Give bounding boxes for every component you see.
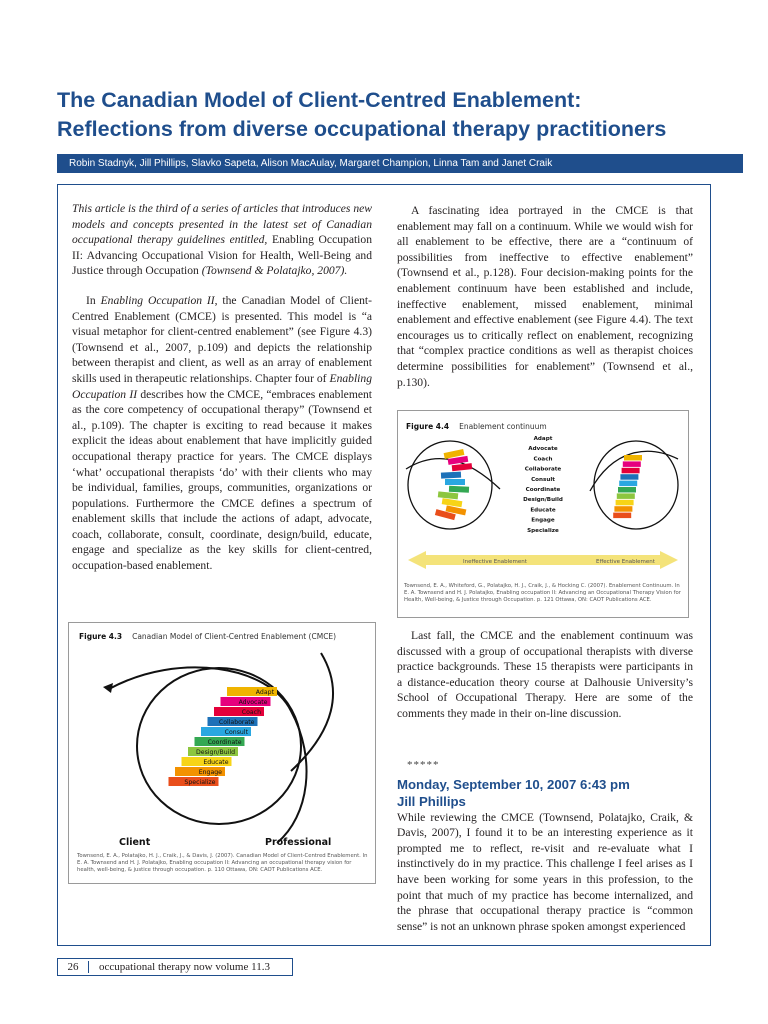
- skill-bar: [441, 472, 461, 479]
- figure-title: Enablement continuum: [459, 422, 547, 431]
- skill-bar: [449, 486, 469, 493]
- entry-text: While reviewing the CMCE (Townsend, Polatajko, Craik, & Davis, 2007), I found it to be an interesting experience as it prompted me to reflect, re-visit and re-evaluate what I instinctively do in my practice. This challenge I feel arises as I have been working for some years in this profession, to the point that much of my practice has become internalized, and the phrase that occupational therapy practice is “common sense” is not an unknown phrase spoken amongst experienced: [397, 810, 693, 933]
- skill-bar: [617, 493, 635, 499]
- authors-bar: Robin Stadnyk, Jill Phillips, Slavko Sapeta, Alison MacAulay, Margaret Champion, Linna Tam and Janet Craik: [57, 154, 743, 173]
- skill-label: Coach: [533, 456, 553, 463]
- figure-title: Canadian Model of Client-Centred Enablement (CMCE): [132, 632, 337, 641]
- skill-bar: [623, 461, 641, 467]
- professional-label: Professional: [265, 837, 332, 848]
- intro-paragraph: [72, 201, 372, 279]
- cmce-diagram: [69, 641, 375, 851]
- skill-list: [523, 436, 563, 534]
- skill-bar: [452, 463, 473, 471]
- skill-label: Engage: [531, 517, 555, 524]
- skill-label: Consult: [224, 729, 248, 736]
- left-column: [72, 201, 372, 574]
- cmce-skill-bars: [169, 687, 278, 786]
- figure-4-3: [68, 622, 376, 884]
- entry-author: Jill Phillips: [397, 793, 466, 809]
- skill-label: Coordinate: [207, 739, 242, 746]
- book-title: Enabling Occupation II: [100, 293, 215, 307]
- skill-label: Adapt: [533, 436, 553, 442]
- skill-bar: [614, 506, 632, 512]
- effective-label: Effective Enablement: [596, 559, 655, 565]
- skill-label: Educate: [203, 759, 229, 766]
- skill-label: Specialize: [184, 779, 216, 786]
- text-run: describes how the CMCE, “embraces enablement as the core competency of occupational therapy” (Townsend et al., p.109). The chapter is exciting to read because it makes explicit the ideas about enablement that have implicitly guided occupational therapy practice for years. The CMCE displays ‘what’ occupational therapists ‘do’ with their clients who may be individual, families, groups, communities, organizations or populations. Furthermore the CMCE defines a spectrum of enablement skills that include the actions of adapt, advocate, coach, collaborate, consult, coordinate, design/build, educate, engage and specialize as the key skills for client-centred, occupation-based enablement.: [72, 387, 372, 573]
- figure-number: Figure 4.4: [406, 422, 450, 431]
- skill-label: Collaborate: [218, 719, 255, 726]
- title-line-2: Reflections from diverse occupational therapy practitioners: [57, 117, 667, 141]
- skill-bar: [616, 500, 634, 506]
- page-number: 26: [58, 961, 89, 973]
- skill-bar: [442, 498, 463, 507]
- body-paragraph-3: Last fall, the CMCE and the enablement continuum was discussed with a group of occupational therapists with diverse practice backgrounds. These 15 therapists were participants in a distance-education theory course at Dalhousie University’s School of Occupational Therapy. Here are some of the comments they made in their on-line discussion.: [397, 629, 693, 720]
- left-skill-bars: [435, 449, 472, 520]
- entry-date: Monday, September 10, 2007 6:43 pm: [397, 776, 630, 792]
- skill-bar: [438, 491, 459, 499]
- skill-label: Adapt: [255, 689, 274, 696]
- skill-label: Design/Build: [523, 497, 563, 504]
- body-paragraph-1: [72, 293, 372, 574]
- skill-label: Design/Build: [196, 749, 235, 756]
- title-line-1: The Canadian Model of Client-Centred Enablement:: [57, 88, 582, 112]
- skill-label: Collaborate: [524, 466, 562, 473]
- skill-label: Coach: [241, 709, 261, 716]
- skill-bar: [445, 479, 465, 485]
- text-run: , the Canadian Model of Client-Centred Enablement (CMCE) is presented. This model is “a visual metaphor for client-centred enablement” (see Figure 4.3) (Townsend et al., 2007, p.109) and depicts the relationship between therapist and client, as well as an array of enablement skills used in therapeutic relationships. Chapter four of: [72, 293, 372, 385]
- ineffective-label: Ineffective Enablement: [463, 559, 527, 565]
- professional-arc: [291, 653, 333, 771]
- arrowhead-icon: [103, 683, 113, 693]
- journal-name: occupational therapy now volume 11.3: [99, 961, 270, 973]
- body-paragraph-2: A fascinating idea portrayed in the CMCE is that enablement may fall on a continuum. While we would wish for all enablement to be effective, there are a “continuum of possibilities from ineffective to effective enablement” (Townsend et al., p.128). Four decision-making points for the enablement continuum have been established and include, ineffective enablement, missed enablement, minimal enablement and effective enablement (see Figure 4.4). The text encourages us to critically reflect on enablement, recognizing that “complex practice conditions as well as therapist choices determine possibilities for enablement” (Townsend et al., p.130).: [397, 204, 693, 389]
- skill-bar: [619, 481, 637, 487]
- text-run: In: [86, 293, 96, 307]
- skill-label: Advocate: [528, 446, 558, 453]
- intro-text: This article is the third of a series of articles that introduces new models and concepts presented in the latest set of Canadian occupational therapy guidelines entitled,: [72, 202, 372, 247]
- skill-label: Coordinate: [525, 487, 561, 493]
- right-column-top: [397, 203, 693, 390]
- skill-bar: [620, 474, 638, 480]
- skill-label: Consult: [531, 476, 555, 483]
- enablement-continuum-diagram: [398, 429, 688, 599]
- page-footer: [57, 958, 293, 976]
- figure-4-3-caption: Townsend, E. A., Polatajko, H. J., Craik, J., & Davis, J. (2007). Canadian Model of Client-Centred Enablement. In E. A. Townsend and H. J. Polatajko, Enabling occupation II: Advancing an occupational therapy vision for health, well-being, & justice through occupation. p. 110 Ottawa, ON: CAOT Publications ACE.: [77, 853, 368, 873]
- skill-label: Educate: [530, 507, 556, 514]
- right-skill-bars: [613, 455, 642, 518]
- skill-label: Advocate: [238, 699, 268, 706]
- figure-4-3-heading: [79, 632, 336, 641]
- skill-bar: [613, 513, 631, 519]
- intro-book-title: Enabling Occupation II: Advancing Occupational Vision for Health, Well-Being and Justice through Occupation: [72, 233, 372, 278]
- right-column-bottom: [397, 758, 693, 934]
- skill-label: Engage: [198, 769, 222, 776]
- skill-bar: [618, 487, 636, 493]
- figure-number: Figure 4.3: [79, 632, 123, 641]
- figure-4-4-caption: Townsend, E. A., Whiteford, G., Polatajko, H. J., Craik, J., & Hocking C. (2007). Enablement Continuum. In E. A. Townsend and H. J. Polatajko, Enabling occupation II: Advancing an Occupational Therapy Vision for Health, Well-being, & Justice through Occupation. p. 121 Ottawa, ON: CAOT Publications ACE.: [404, 583, 681, 603]
- figure-4-4: [397, 410, 689, 618]
- book-title: Enabling Occupation II: [72, 371, 372, 401]
- section-divider-stars: *****: [407, 759, 440, 771]
- skill-bar: [624, 455, 642, 461]
- article-title: [57, 86, 737, 144]
- skill-label: Specialize: [527, 527, 559, 534]
- intro-citation: (Townsend & Polatajko, 2007).: [201, 264, 348, 278]
- skill-bar: [622, 468, 640, 474]
- client-label: Client: [119, 837, 151, 848]
- right-column-middle: [397, 628, 693, 722]
